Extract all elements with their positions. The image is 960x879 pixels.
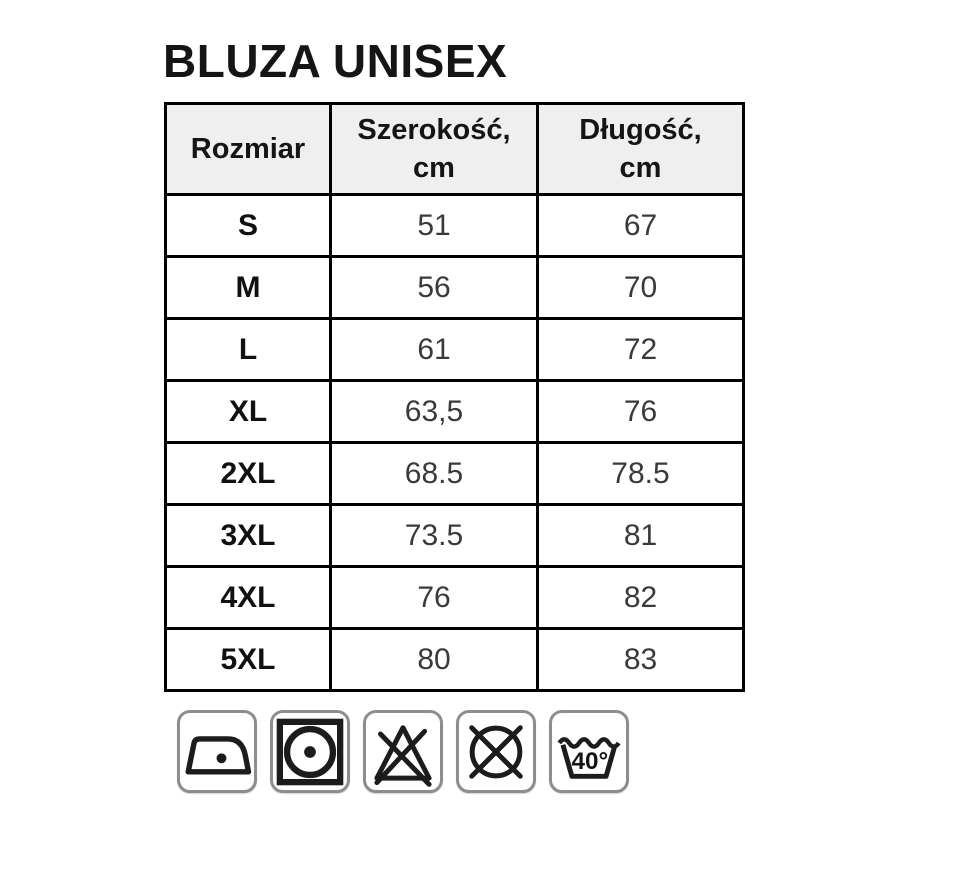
- table-row: [166, 443, 744, 505]
- length-cell: 83: [538, 629, 744, 691]
- table-row: [166, 381, 744, 443]
- table-row: [166, 319, 744, 381]
- length-cell: 67: [538, 195, 744, 257]
- size-cell: XL: [166, 381, 331, 443]
- width-cell: 68.5: [331, 443, 538, 505]
- table-row: [166, 567, 744, 629]
- size-cell: 3XL: [166, 505, 331, 567]
- table-row: [166, 629, 744, 691]
- length-cell: 81: [538, 505, 744, 567]
- width-cell: 73.5: [331, 505, 538, 567]
- size-cell: 5XL: [166, 629, 331, 691]
- size-cell: 4XL: [166, 567, 331, 629]
- wash-temperature-label: 40°: [571, 747, 609, 775]
- care-box-iron: [177, 710, 257, 793]
- care-box-do-not-dry-clean: [456, 710, 536, 793]
- length-cell: 72: [538, 319, 744, 381]
- length-cell: 82: [538, 567, 744, 629]
- size-cell: L: [166, 319, 331, 381]
- page-title: BLUZA UNISEX: [163, 35, 508, 87]
- length-cell: 76: [538, 381, 744, 443]
- table-row: [166, 195, 744, 257]
- column-header-length: [538, 104, 744, 195]
- iron-low-heat-icon: [181, 716, 253, 788]
- do-not-bleach-icon: [367, 716, 439, 788]
- tumble-dry-icon: [274, 716, 346, 788]
- care-box-wash-40: [549, 710, 629, 793]
- column-header-width: [331, 104, 538, 195]
- care-icons-row: [177, 710, 629, 793]
- width-cell: 80: [331, 629, 538, 691]
- table-row: [166, 505, 744, 567]
- width-cell: 76: [331, 567, 538, 629]
- care-box-tumble-dry: [270, 710, 350, 793]
- length-cell: 70: [538, 257, 744, 319]
- wash-40-icon: [553, 716, 625, 788]
- size-cell: M: [166, 257, 331, 319]
- column-header-sub: cm: [413, 152, 455, 184]
- size-cell: S: [166, 195, 331, 257]
- length-cell: 78.5: [538, 443, 744, 505]
- width-cell: 63,5: [331, 381, 538, 443]
- do-not-dry-clean-icon: [460, 716, 532, 788]
- table-row: [166, 257, 744, 319]
- column-header-sub: cm: [619, 152, 662, 184]
- column-header-size: [166, 104, 331, 195]
- column-header-label: Długość,: [579, 113, 702, 146]
- width-cell: 56: [331, 257, 538, 319]
- column-header-label: Rozmiar: [190, 132, 306, 165]
- width-cell: 51: [331, 195, 538, 257]
- size-table: [164, 102, 745, 692]
- width-cell: 61: [331, 319, 538, 381]
- size-cell: 2XL: [166, 443, 331, 505]
- column-header-label: Szerokość,: [357, 113, 511, 146]
- care-box-do-not-bleach: [363, 710, 443, 793]
- table-header-row: [166, 104, 744, 195]
